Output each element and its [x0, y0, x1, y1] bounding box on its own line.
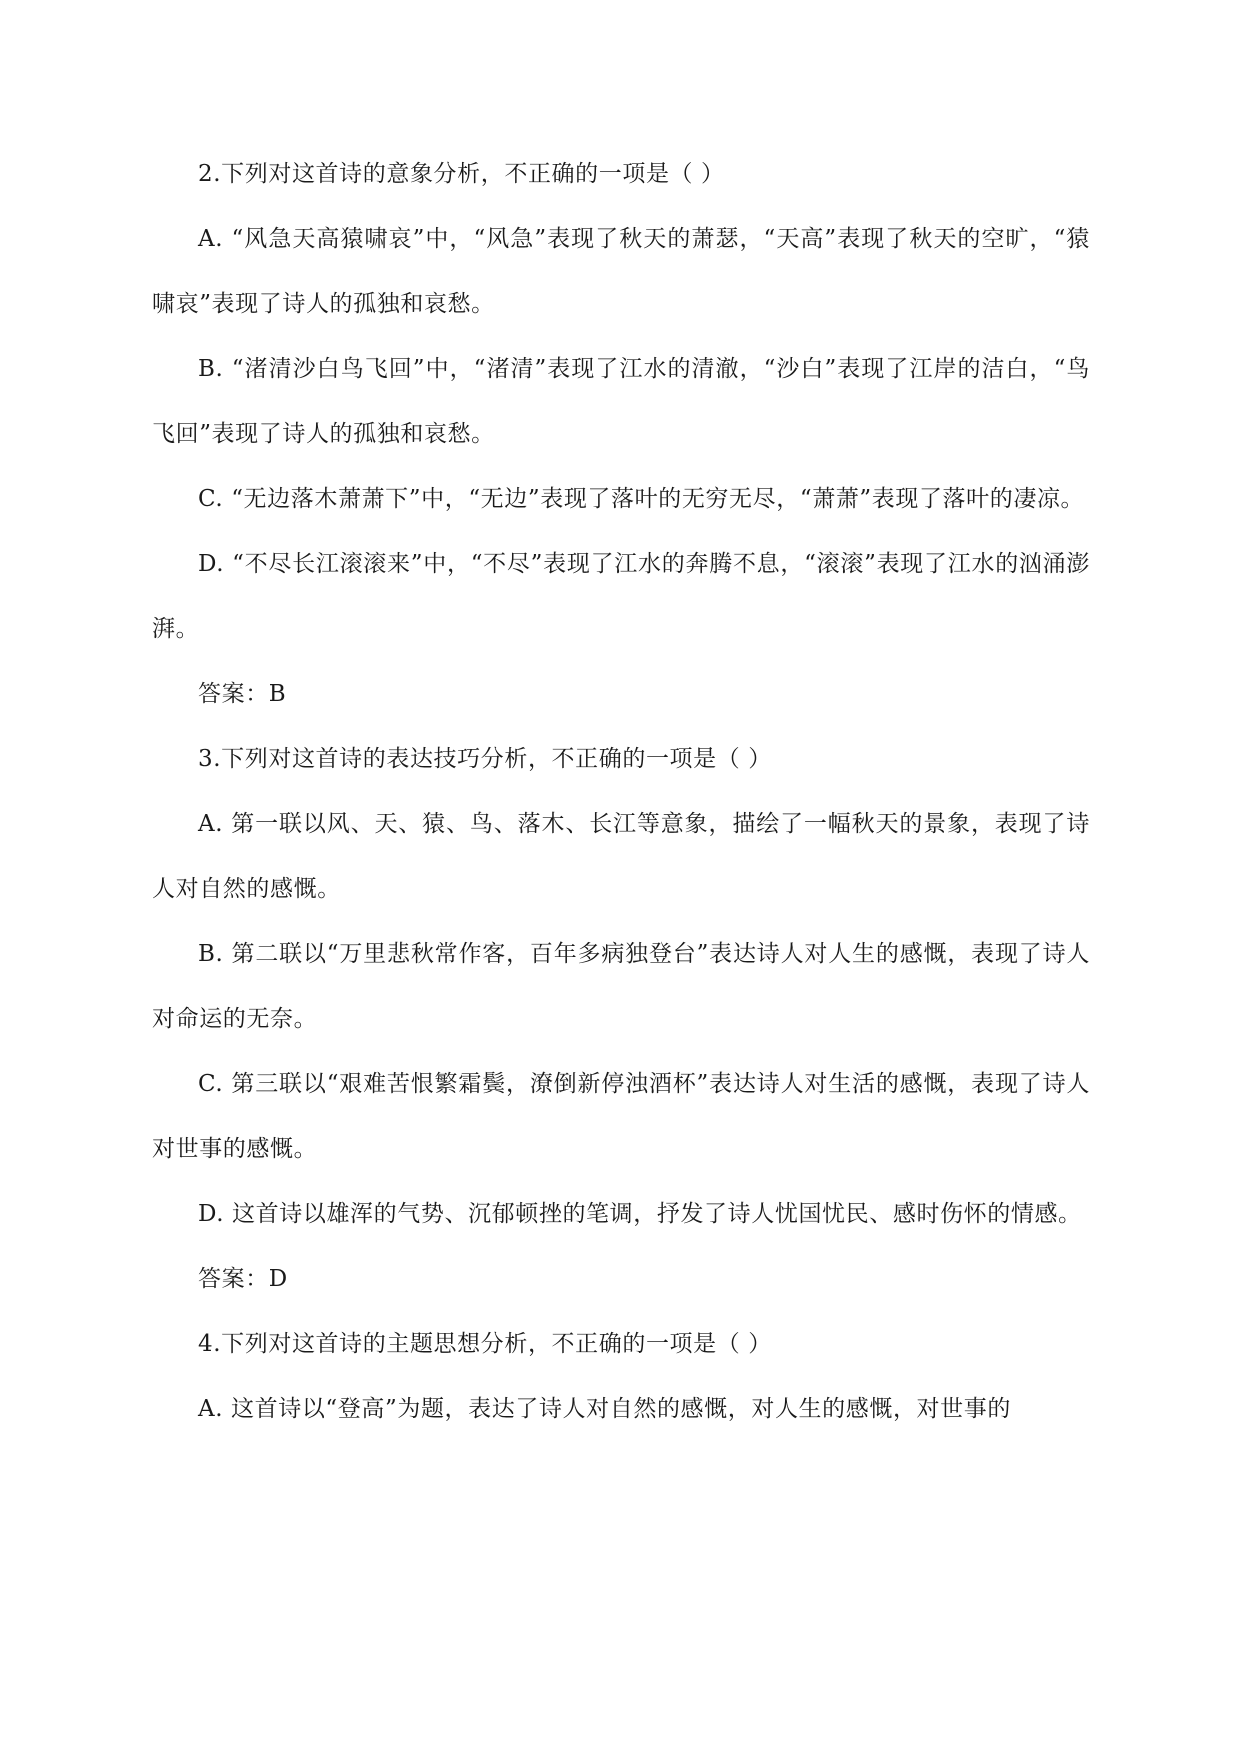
question-2-option-c: C. “无边落木萧萧下”中，“无边”表现了落叶的无穷无尽，“萧萧”表现了落叶的凄凉。: [198, 486, 1085, 512]
question-3-option-b: B. 第二联以“万里悲秋常作客，百年多病独登台”表达诗人对人生的感慨，表现了诗人对命运的无奈。: [152, 941, 1090, 1032]
question-2-option-b: B. “渚清沙白鸟飞回”中，“渚清”表现了江水的清澈，“沙白”表现了江岸的洁白，“鸟飞回”表现了诗人的孤独和哀愁。: [152, 356, 1090, 447]
question-4-stem: 4.下列对这首诗的主题思想分析，不正确的一项是（ ）: [198, 1331, 772, 1357]
question-3-option-a: A. 第一联以风、天、猿、鸟、落木、长江等意象，描绘了一幅秋天的景象，表现了诗人对自然的感慨。: [152, 811, 1090, 902]
question-2-option-d: D. “不尽长江滚滚来”中，“不尽”表现了江水的奔腾不息，“滚滚”表现了江水的汹涌澎湃。: [152, 551, 1090, 642]
question-3-stem: 3.下列对这首诗的表达技巧分析，不正确的一项是（ ）: [198, 746, 772, 772]
question-3-option-c: C. 第三联以“艰难苦恨繁霜鬓，潦倒新停浊酒杯”表达诗人对生活的感慨，表现了诗人对世事的感慨。: [152, 1071, 1090, 1162]
question-4-option-a: A. 这首诗以“登高”为题，表达了诗人对自然的感慨，对人生的感慨，对世事的: [198, 1396, 1011, 1422]
question-2-answer: 答案：B: [198, 681, 287, 707]
question-3-answer: 答案：D: [198, 1266, 288, 1292]
document-body: [152, 142, 1090, 1442]
question-2-stem: 2.下列对这首诗的意象分析，不正确的一项是（ ）: [198, 161, 725, 187]
question-3-option-d: D. 这首诗以雄浑的气势、沉郁顿挫的笔调，抒发了诗人忧国忧民、感时伤怀的情感。: [198, 1201, 1082, 1227]
question-2-option-a: A. “风急天高猿啸哀”中，“风急”表现了秋天的萧瑟，“天高”表现了秋天的空旷，“猿啸哀”表现了诗人的孤独和哀愁。: [152, 226, 1090, 317]
